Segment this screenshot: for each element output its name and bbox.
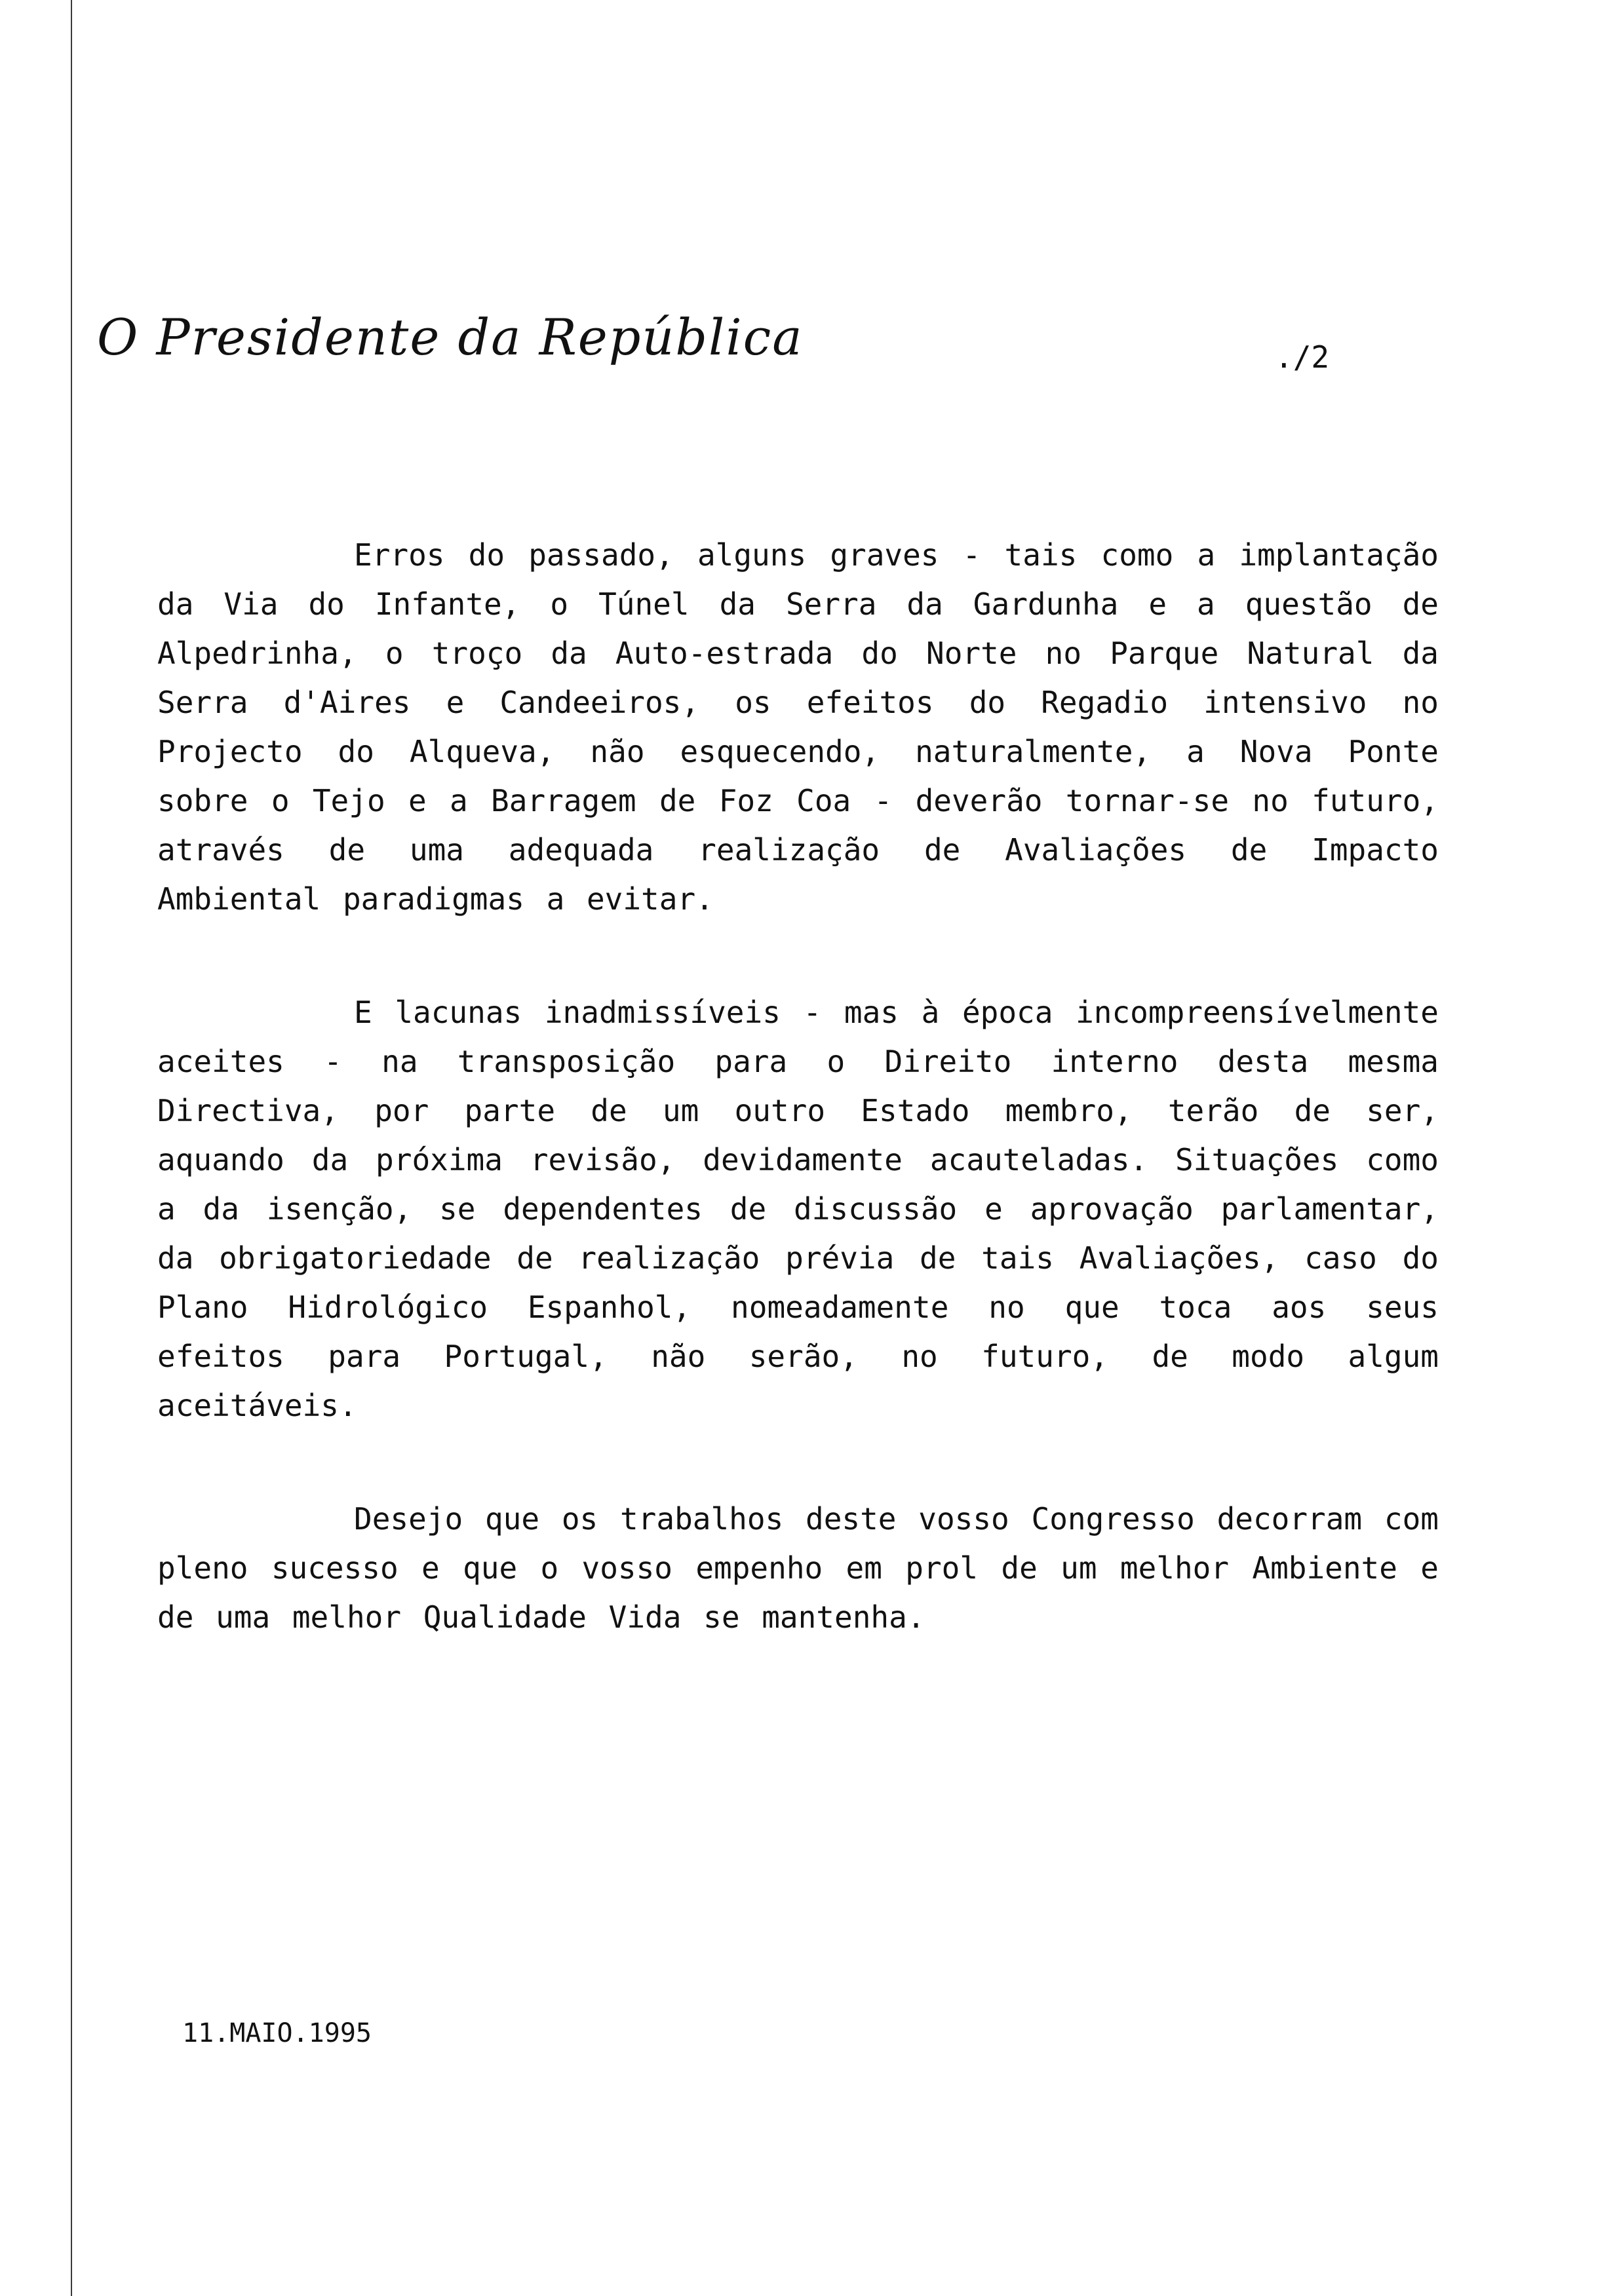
page-number: ./2 [1275,339,1330,375]
letter-date: 11.MAIO.1995 [182,2018,372,2048]
page-edge [71,0,72,2296]
paragraph-gaps: E lacunas inadmissíveis - mas à época incompreensívelmente aceites - na transposição para o Direito interno desta mesma Directiva, por parte de um outro Estado membro, terão de ser, aquando da próxima revisão, devidamente acauteladas. Situações como a da isenção, se dependentes de discussão e aprovação parlamentar, da obrigatoriedade de realização prévia de tais Avaliações, caso do Plano Hidrológico Espanhol, nomeadamente no que toca aos seus efeitos para Portugal, não serão, no futuro, de modo algum aceitáveis. [157,995,1439,1423]
paragraph-errors: Erros do passado, alguns graves - tais como a implantação da Via do Infante, o Túnel da Serra da Gardunha e a questão de Alpedrinha, o troço da Auto-estrada do Norte no Parque Natural da Serra d'Aires e Candeeiros, os efeitos do Regadio intensivo no Projecto do Alqueva, não esquecendo, naturalmente, a Nova Ponte sobre o Tejo e a Barragem de Foz Coa - deverão tornar-se no futuro, através de uma adequada realização de Avaliações de Impacto Ambiental paradigmas a evitar. [157,537,1439,917]
letter-body [157,531,1439,1706]
letterhead-title: O Presidente da República [97,308,804,366]
paragraph-closing: Desejo que os trabalhos deste vosso Congresso decorram com pleno sucesso e que o vosso empenho em prol de um melhor Ambiente e de uma melhor Qualidade Vida se mantenha. [157,1501,1439,1635]
